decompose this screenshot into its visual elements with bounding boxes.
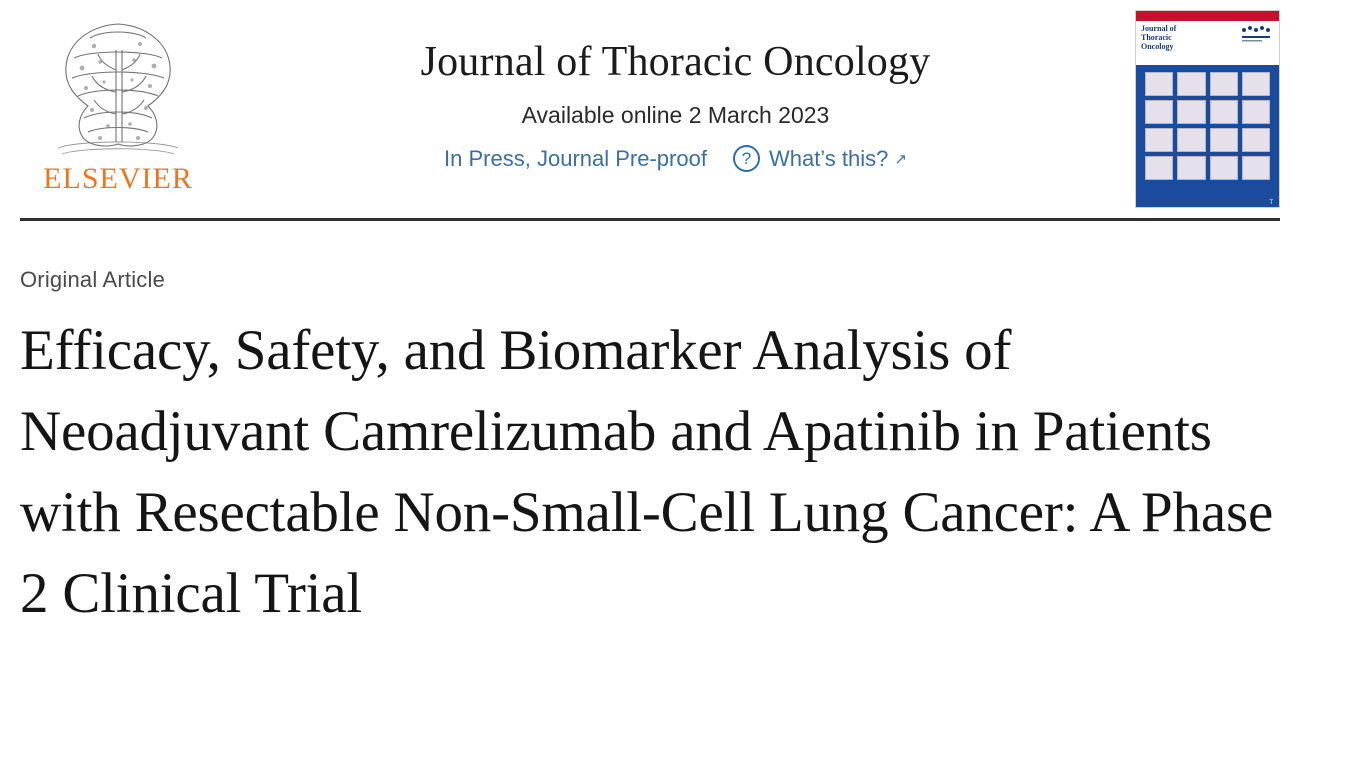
cover-title-line-2: Thoracic: [1141, 33, 1172, 42]
cover-cell: [1145, 72, 1173, 96]
cover-cell: [1145, 100, 1173, 124]
journal-status-row: [216, 145, 1135, 172]
cover-cell: [1145, 128, 1173, 152]
question-circle-icon: ?: [733, 145, 760, 172]
cover-cell: [1210, 72, 1238, 96]
cover-cell: [1177, 72, 1205, 96]
cover-corner-label: T: [1269, 200, 1273, 206]
cover-cell: [1242, 72, 1270, 96]
publisher-name: ELSEVIER: [43, 162, 193, 195]
cover-cell: [1210, 156, 1238, 180]
press-status-label: In Press, Journal Pre-proof: [444, 145, 707, 171]
whats-this-link[interactable]: [733, 145, 907, 172]
cover-cell: [1177, 100, 1205, 124]
cover-journal-name: [1141, 24, 1176, 65]
cover-body: [1136, 65, 1279, 208]
article-header: [0, 221, 1350, 635]
cover-cell: [1210, 100, 1238, 124]
available-online-date: Available online 2 March 2023: [521, 102, 830, 129]
cover-cell: [1242, 128, 1270, 152]
cover-cell: [1177, 128, 1205, 152]
journal-title[interactable]: Journal of Thoracic Oncology: [420, 39, 931, 85]
cover-image-grid: [1145, 72, 1270, 180]
cover-society-logo-icon: [1238, 24, 1274, 46]
cover-head: [1136, 21, 1279, 65]
external-link-icon: ↗: [894, 150, 907, 168]
journal-masthead: [0, 0, 1350, 218]
journal-cover-thumbnail[interactable]: [1135, 10, 1280, 208]
publisher-logo[interactable]: [20, 8, 216, 194]
cover-cell: [1145, 156, 1173, 180]
cover-cell: [1210, 128, 1238, 152]
cover-title-line-3: Oncology: [1141, 42, 1174, 51]
page-title: Efficacy, Safety, and Biomarker Analysis of Neoadjuvant Camrelizumab and Apatinib in Patients with Resectable Non-Small-Cell Lung Cancer: A Phase 2 Clinical Trial: [20, 319, 1274, 625]
whats-this-label: What’s this?: [768, 145, 889, 171]
cover-cell: [1177, 156, 1205, 180]
cover-cell: [1242, 156, 1270, 180]
journal-info-block: [216, 8, 1135, 172]
cover-title-line-1: Journal of: [1141, 24, 1177, 33]
article-type-label: Original Article: [20, 267, 166, 292]
cover-cell: [1242, 100, 1270, 124]
elsevier-tree-icon: [28, 10, 208, 162]
cover-top-bar: [1136, 11, 1279, 21]
